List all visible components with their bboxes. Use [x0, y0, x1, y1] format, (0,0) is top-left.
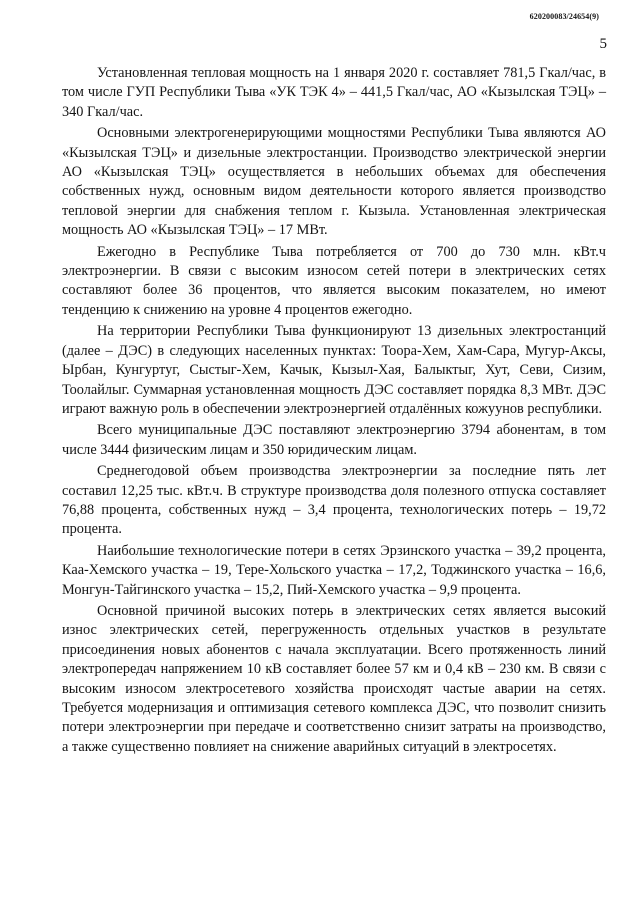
paragraph-diesel-stations: На территории Республики Тыва функционируют 13 дизельных электростанций (далее – ДЭС) в следующих населенных пунктах: Тоора-Хем, Хам-Сара, Мугур-Аксы, Ырбан, Кунгуртуг, Сыстыг-Хем, Качык, Кызыл-Хая, Балыктыг, Хут, Севи, Сизим, Тоолайлыг. Суммарная установленная мощность ДЭС составляет порядка 8,3 МВт. ДЭС играют важную роль в обеспечении электроэнергией отдалённых кожуунов республики.	[62, 323, 606, 417]
paragraph-loss-causes: Основной причиной высоких потерь в электрических сетях является высокий износ электрических сетей, перегруженность отдельных участков в результате присоединения новых абонентов с начала эксплуатации. Всего протяженность линий электропередач напряжением 10 кВ составляет более 57 км и 0,4 кВ – 230 км. В связи с высоким износом электросетевого хозяйства происходят частые аварии на сетях. Требуется модернизация и оптимизация сетевого комплекса ДЭС, что позволит снизить потери электроэнергии при передаче и соответственно снизит затраты на производство, а также существенно повлияет на снижение аварийных ситуаций в электросетях.	[62, 602, 606, 755]
paragraph-generating-capacity: Основными электрогенерирующими мощностями Республики Тыва являются АО «Кызылская ТЭЦ» и дизельные электростанции. Производство электрической энергии АО «Кызылская ТЭЦ» осуществляется в небольших объемах для обеспечения собственных нужд, основным видом деятельности которого является производство тепловой энергии для снабжения теплом г. Кызыла. Установленная электрическая мощность АО «Кызылская ТЭЦ» – 17 МВт.	[62, 125, 606, 239]
page-number: 5	[599, 36, 607, 52]
paragraph-consumption: Ежегодно в Республике Тыва потребляется от 700 до 730 млн. кВт.ч электроэнергии. В связи с высоким износом сетей потери в электрических сетях составляют более 36 процентов, что является высоким показателем, но имеют тенденцию к снижению на уровне 4 процентов ежегодно.	[62, 243, 606, 318]
paragraph-technological-losses: Наибольшие технологические потери в сетях Эрзинского участка – 39,2 процента, Каа-Хемского участка – 19, Тере-Хольского участка – 17,2, Тоджинского участка – 16,6, Монгун-Тайгинского участка – 15,2, Пий-Хемского участка – 9,9 процента.	[62, 542, 606, 598]
document-id: 620200083/24654(9)	[529, 12, 599, 21]
document-body	[62, 64, 606, 759]
paragraph-heat-capacity: Установленная тепловая мощность на 1 января 2020 г. составляет 781,5 Гкал/час, в том числе ГУП Республики Тыва «УК ТЭК 4» – 441,5 Гкал/час, АО «Кызылская ТЭЦ» – 340 Гкал/час.	[62, 65, 606, 120]
paragraph-production-volume: Среднегодовой объем производства электроэнергии за последние пять лет составил 12,25 тыс. кВт.ч. В структуре производства доля полезного отпуска составляет 76,88 процента, собственных нужд – 3,4 процента, технологических потерь – 19,72 процента.	[62, 463, 606, 538]
paragraph-subscribers: Всего муниципальные ДЭС поставляют электроэнергию 3794 абонентам, в том числе 3444 физическим лицам и 350 юридическим лицам.	[62, 422, 606, 458]
